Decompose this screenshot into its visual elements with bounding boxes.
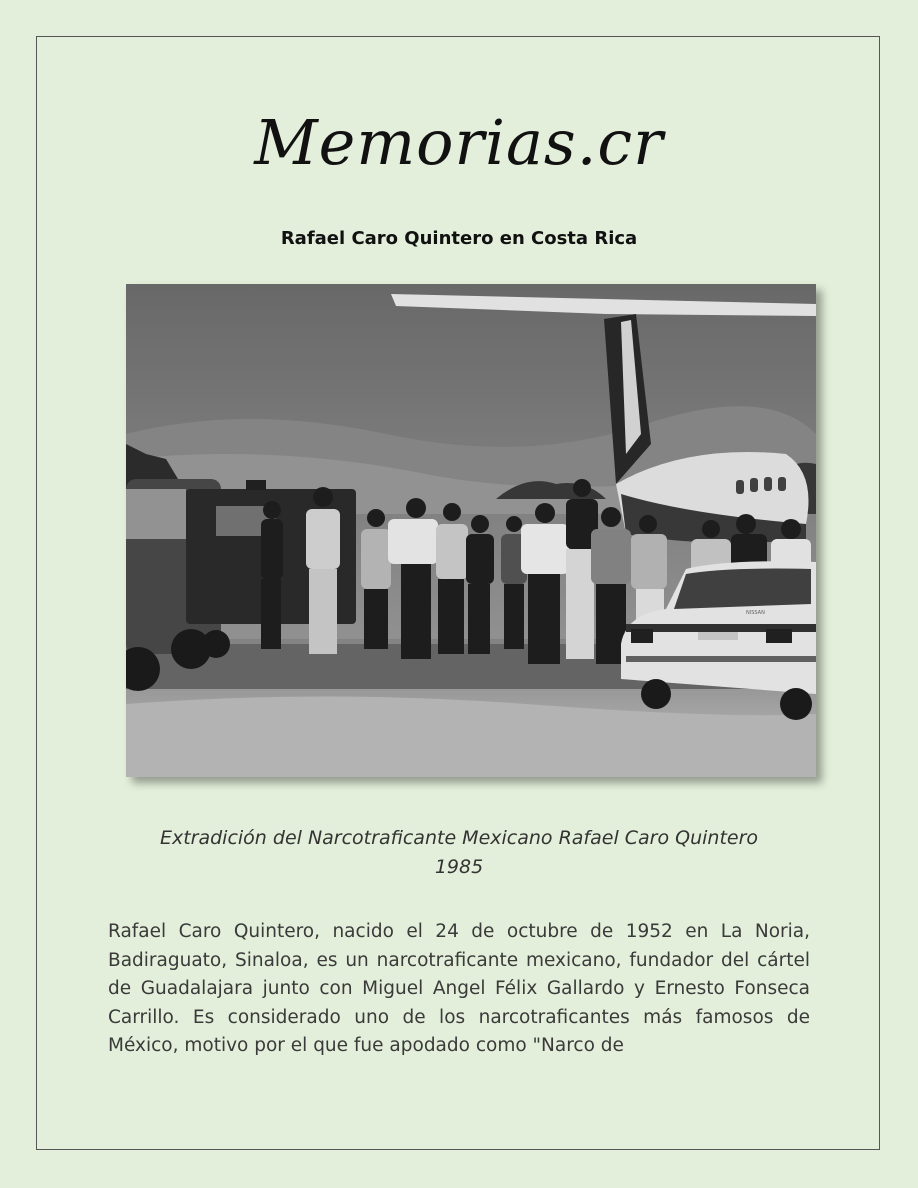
photo-caption <box>0 824 918 882</box>
caption-line-2: 1985 <box>434 856 484 878</box>
article-paragraph: Rafael Caro Quintero, nacido el 24 de octubre de 1952 en La Noria, Badiraguato, Sinaloa, es un narcotraficante mexicano, fundador del cártel de Guadalajara junto con Miguel Angel Félix Gallardo y Ernesto Fonseca Carrillo. Es considerado uno de los narcotraficantes más famosos de México, motivo por el que fue apodado como "Narco de <box>108 921 810 1056</box>
site-logo: Memorias.cr <box>254 106 664 179</box>
car-brand-text: NISSAN <box>746 610 765 616</box>
photo-illustration <box>126 284 816 777</box>
caption-line-1: Extradición del Narcotraficante Mexicano Rafael Caro Quintero <box>159 827 759 849</box>
article-photo <box>126 284 816 777</box>
article-title: Rafael Caro Quintero en Costa Rica <box>280 228 638 249</box>
